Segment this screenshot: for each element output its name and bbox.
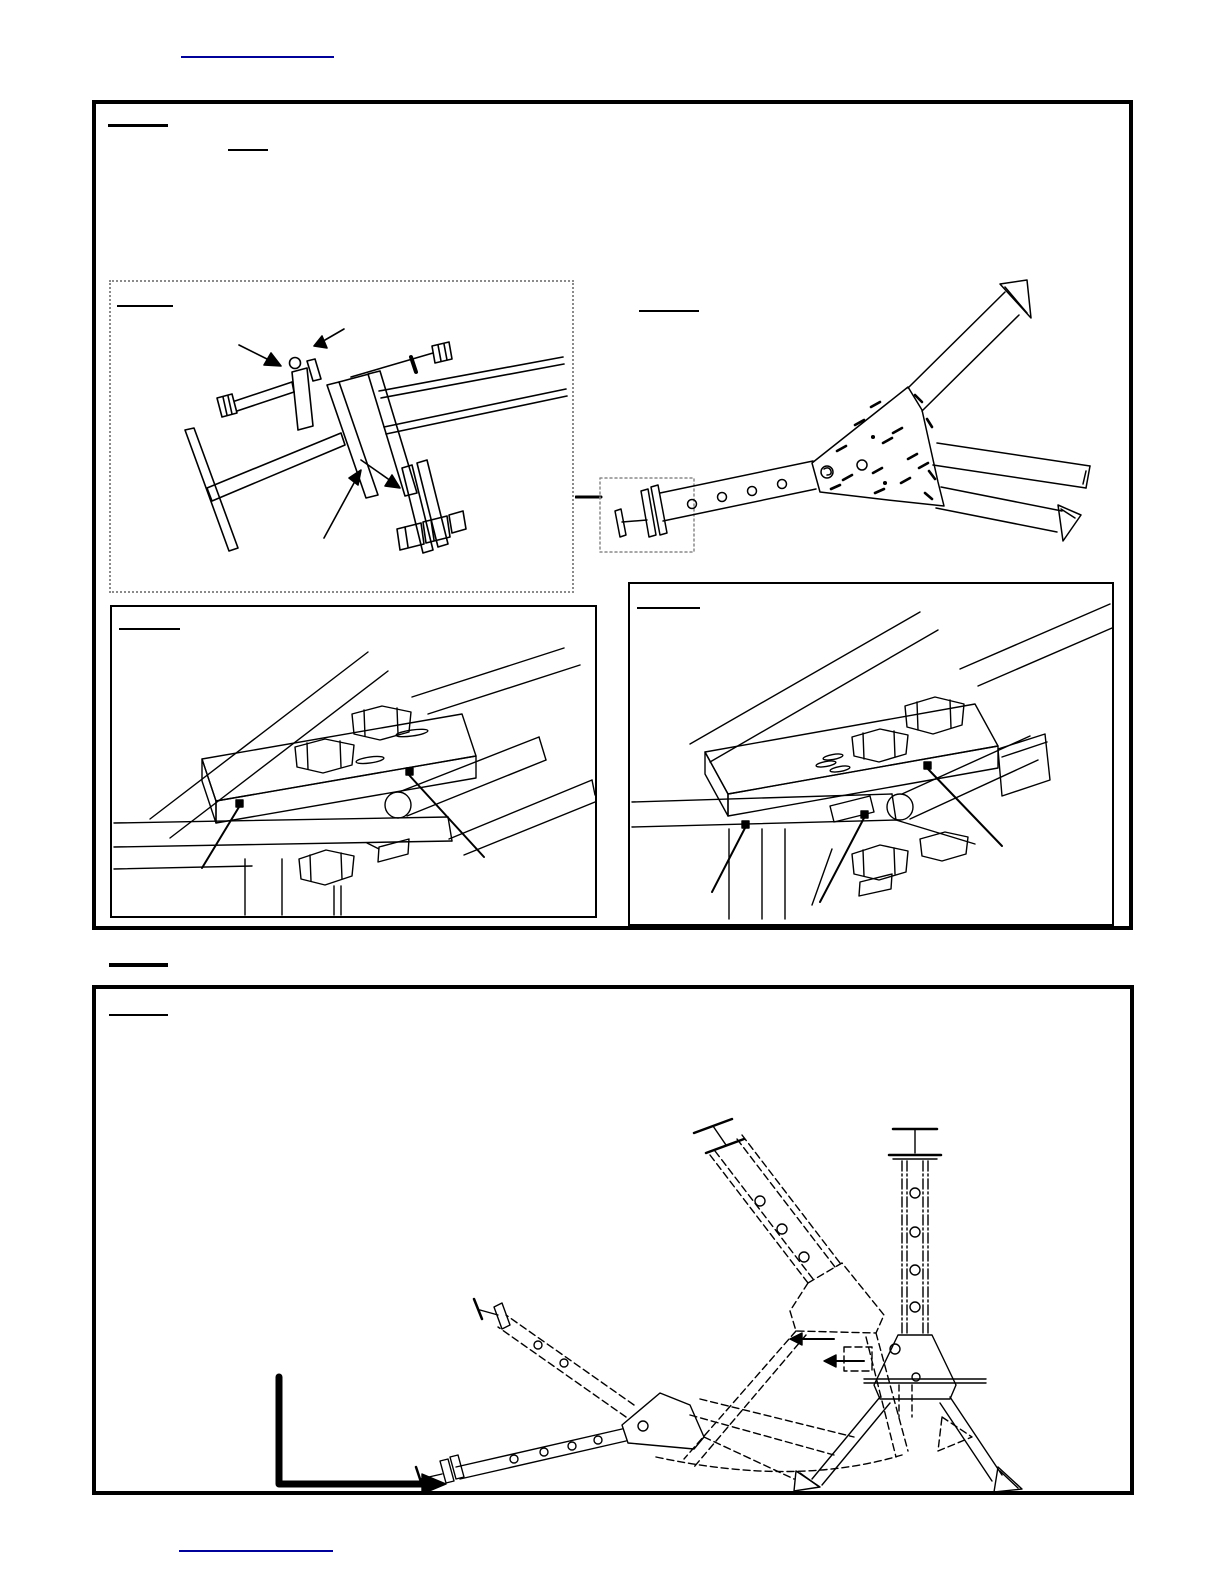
post-web [207, 433, 345, 501]
keeper-plate [292, 368, 313, 430]
instruction-panel-2 [92, 985, 1134, 1495]
stand-position-flat [416, 1299, 854, 1491]
right-detail-box [628, 582, 1114, 926]
bottom-link[interactable] [179, 1540, 333, 1552]
figure-clamp-plate-detail-right [630, 584, 1112, 924]
figure-exploded-fastener-detail [111, 282, 572, 591]
exploded-detail-callout-box [109, 280, 574, 593]
post-flange [185, 428, 238, 551]
leader-callouts [712, 762, 1002, 902]
nut [432, 342, 452, 363]
top-link[interactable] [181, 46, 334, 58]
left-detail-box [110, 605, 597, 918]
figure-stand-overview [575, 275, 1133, 570]
rotation-direction-arrow [279, 1377, 446, 1491]
keeper-ring [290, 358, 301, 369]
panel1-subheading-underline [228, 149, 268, 151]
pin [307, 359, 321, 381]
stand-position-upright [794, 1129, 1022, 1491]
callout-arrows [239, 329, 400, 538]
panel2-heading-underline [109, 963, 168, 967]
figure-clamp-plate-detail-left [112, 607, 595, 916]
figure-erection-sequence [96, 989, 1130, 1491]
panel1-heading-underline [108, 124, 168, 127]
